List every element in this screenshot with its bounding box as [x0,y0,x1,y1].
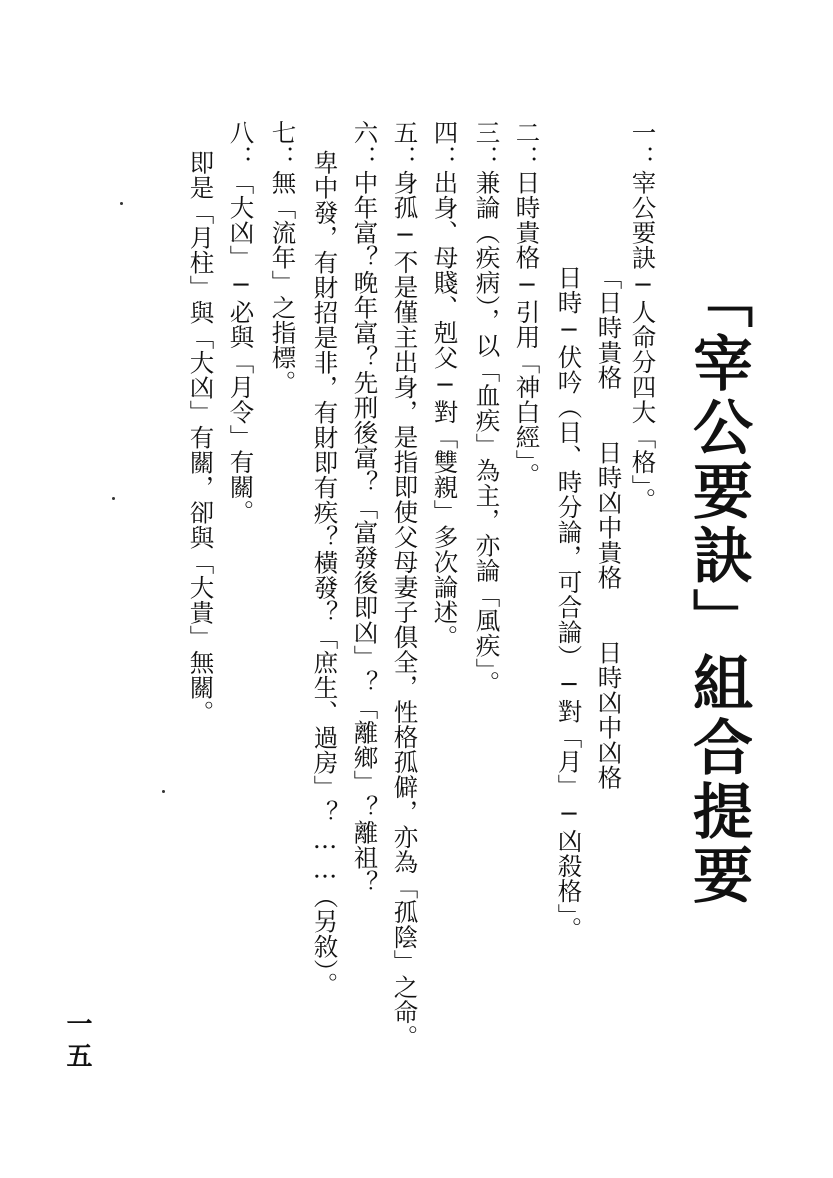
scan-speck [162,790,165,793]
text-line-7: 五：身孤─不是僅主出身，是指即使父母妻子俱全，性格孤僻，亦為「孤陰」之命。 [390,120,420,1050]
text-line-8: 六：中年富？晚年富？先刑後富？「富發後即凶」？「離鄉」？離祖？ [350,120,380,895]
text-line-3: 日時─伏吟（日、時分論，可合論）─對「月」─凶殺格」。 [554,265,584,942]
text-line-5: 三：兼論（疾病），以「血疾」為主，亦論「風疾」。 [472,120,502,696]
text-line-9: 卑中發，有財招是非，有財即有疾？橫發？「庶生、過房」？……（另敘）。 [310,150,340,997]
text-line-1: 一：宰公要訣─人命分四大「格」。 [628,120,658,513]
text-line-11: 八：「大凶」─必與「月令」有關。 [226,120,256,525]
scan-speck [120,202,123,205]
text-line-10: 七：無「流年」之指標。 [268,120,298,395]
text-line-2: 「日時貴格 日時凶中貴格 日時凶中凶格 [594,265,624,790]
page-title: 「宰公要訣」組合提要 [683,268,753,908]
text-line-12: 即是「月柱」與「大凶」有關，卻與「大貴」無關。 [186,150,216,725]
scan-speck [112,497,115,500]
text-line-4: 二：日時貴格─引用「神白經」。 [512,120,542,488]
text-line-6: 四：出身、母賤、剋父─對「雙親」多次論述。 [430,120,460,650]
page-number: 一五 [62,1010,92,1074]
